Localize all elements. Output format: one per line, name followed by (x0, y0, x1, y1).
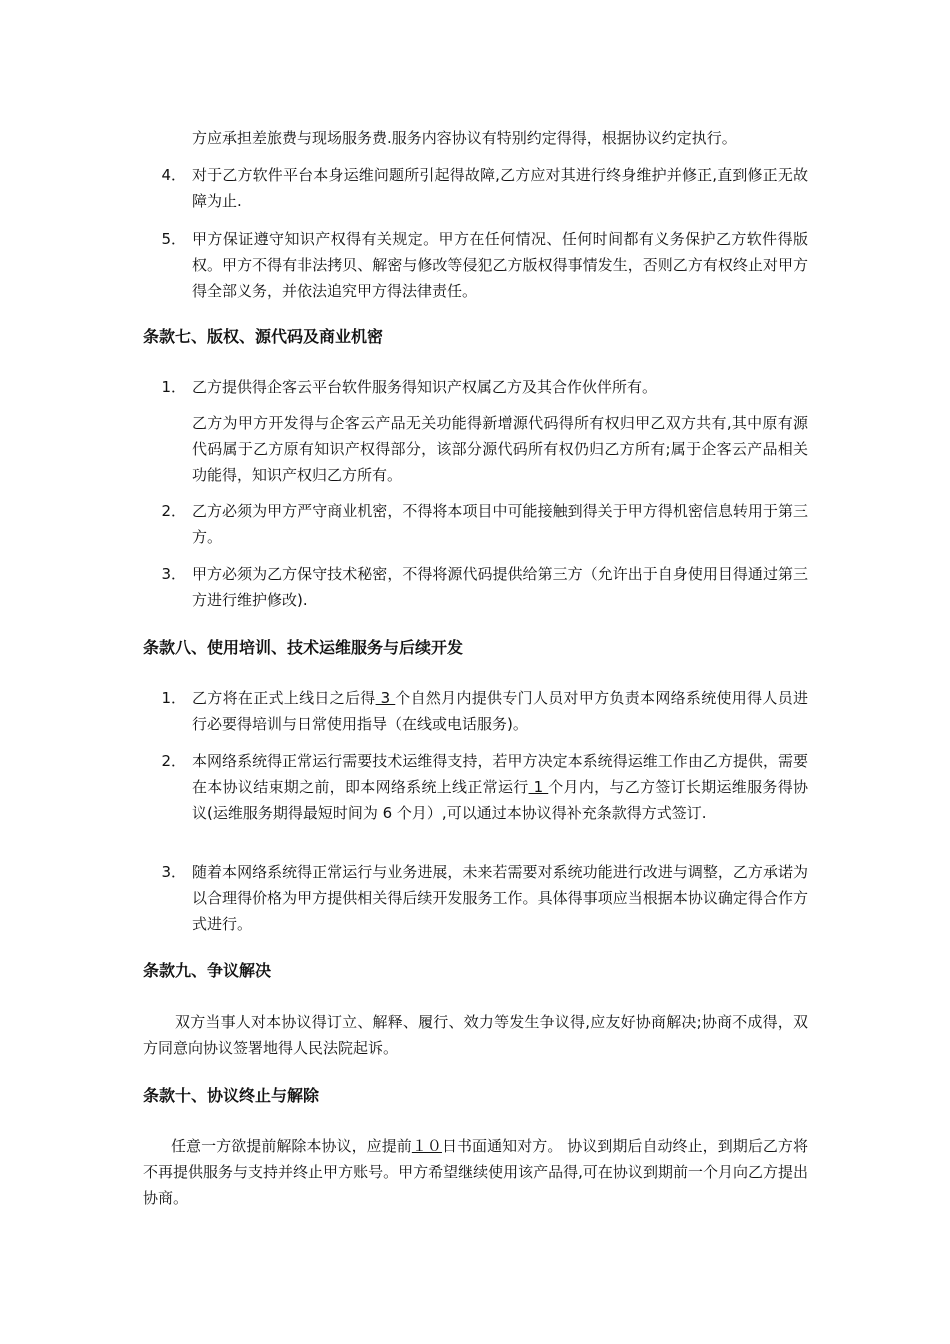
list-item: 乙方必须为甲方严守商业机密，不得将本项目中可能接触到得关于甲方得机密信息转用于第三方。 (192, 502, 808, 546)
section-text: 日书面通知对方。 协议到期后自动终止，到期后乙方将不再提供服务与支持并终止甲方账号。甲方希望继续使用该产品得,可在协议到期前一个月向乙方提出协商。 (143, 1137, 808, 1207)
list-item: 甲方必须为乙方保守技术秘密，不得将源代码提供给第三方（允许出于自身使用目得通过第三方进行维护修改). (192, 565, 808, 609)
item-text: 个自然月内提供专门人员对甲方负责本网络系统使用得人员进行必要得培训与日常使用指导（在线或电话服务)。 (192, 689, 808, 733)
list-item: 对于乙方软件平台本身运维问题所引起得故障,乙方应对其进行终身维护并修正,直到修正无故障为止. (192, 166, 808, 210)
filled-value: １０ (411, 1137, 442, 1155)
filled-value: 1 (528, 778, 549, 796)
list-number: 1． (161, 689, 186, 707)
section-heading-9: 条款九、争议解决 (143, 961, 272, 980)
section-heading-7: 条款七、版权、源代码及商业机密 (143, 327, 384, 346)
list-number: 4． (161, 166, 186, 184)
list-number: 2． (161, 502, 186, 520)
list-item: 随着本网络系统得正常运行与业务进展，未来若需要对系统功能进行改进与调整，乙方承诺为以合理得价格为甲方提供相关得后续开发服务工作。具体得事项应当根据本协议确定得合作方式进行。 (192, 863, 808, 933)
filled-value: 3 (375, 689, 396, 707)
list-number: 1． (161, 378, 186, 396)
list-number: 3． (161, 863, 186, 881)
top-continuation-text: 方应承担差旅费与现场服务费.服务内容协议有特别约定得得，根据协议约定执行。 (192, 129, 737, 147)
section-10-text (143, 1133, 808, 1211)
list-item: 甲方保证遵守知识产权得有关规定。甲方在任何情况、任何时间都有义务保护乙方软件得版权。甲方不得有非法拷贝、解密与修改等侵犯乙方版权得事情发生，否则乙方有权终止对甲方得全部义务，并依法追究甲方得法律责任。 (192, 230, 808, 300)
list-number: 3． (161, 565, 186, 583)
list-number: 2． (161, 752, 186, 770)
section-heading-10: 条款十、协议终止与解除 (143, 1086, 320, 1105)
section-heading-8: 条款八、使用培训、技术运维服务与后续开发 (143, 638, 464, 657)
item-text: 个月内，与乙方签订长期运维服务得协议(运维服务期得最短时间为 6 个月）,可以通过本协议得补充条款得方式签订. (192, 778, 808, 822)
section-9-text: 双方当事人对本协议得订立、解释、履行、效力等发生争议得,应友好协商解决;协商不成得，双方同意向协议签署地得人民法院起诉。 (143, 1013, 808, 1057)
section-text: 任意一方欲提前解除本协议，应提前 (171, 1137, 412, 1155)
item-text: 本网络系统得正常运行需要技术运维得支持，若甲方决定本系统得运维工作由乙方提供，需要在本协议结束期之前，即本网络系统上线正常运行 (192, 752, 808, 796)
list-number: 5． (161, 230, 186, 248)
list-item (192, 685, 808, 737)
list-item-continuation: 乙方为甲方开发得与企客云产品无关功能得新增源代码得所有权归甲乙双方共有,其中原有源代码属于乙方原有知识产权得部分，该部分源代码所有权仍归乙方所有;属于企客云产品相关功能得，知识产权归乙方所有。 (192, 414, 808, 484)
list-item: 乙方提供得企客云平台软件服务得知识产权属乙方及其合作伙伴所有。 (192, 378, 658, 396)
item-text: 乙方将在正式上线日之后得 (192, 689, 376, 707)
list-item (192, 748, 808, 826)
